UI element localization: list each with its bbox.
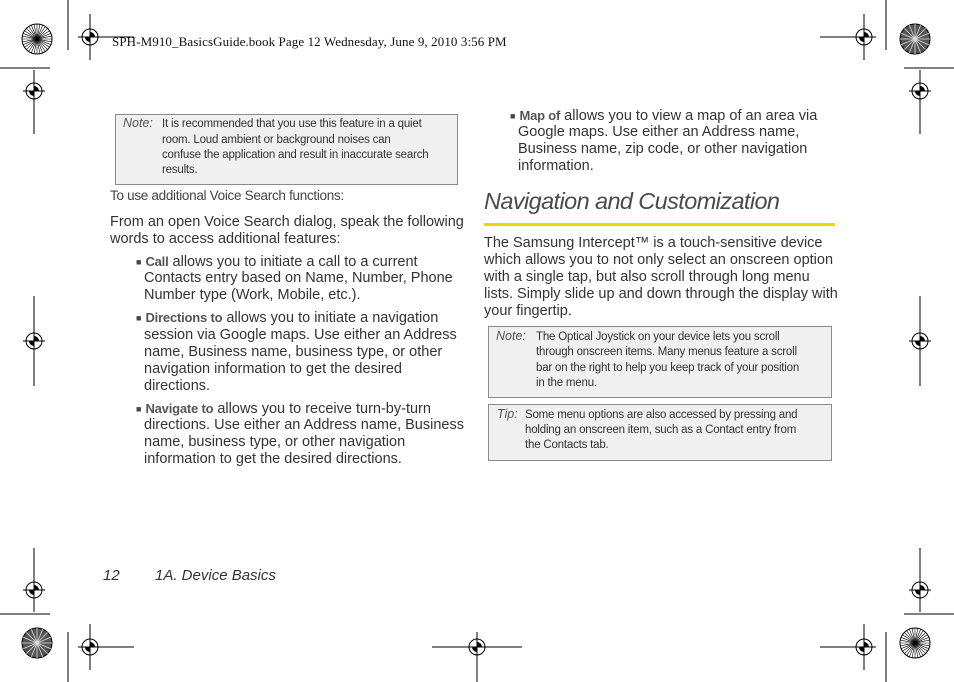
section-heading: Navigation and Customization bbox=[484, 188, 780, 214]
left-note-line: It is recommended that you use this feature in a quiet bbox=[162, 118, 422, 130]
bullet-term: Call bbox=[145, 254, 169, 269]
tip-box bbox=[488, 404, 832, 461]
bullet-line: Business name, zip code, or other navigation bbox=[518, 141, 808, 157]
bullet-term: Navigate to bbox=[145, 401, 214, 416]
bullet-line: session via Google maps. Use either an Address bbox=[144, 327, 457, 343]
left-note-line: room. Loud ambient or background noises can bbox=[162, 134, 391, 146]
right-note-line: in the menu. bbox=[536, 377, 597, 389]
bullet-line: information to get the desired directions. bbox=[144, 451, 402, 467]
left-note-line: confuse the application and result in inaccurate search bbox=[162, 149, 429, 161]
bullet-line: directions. Use either an Address name, Business bbox=[144, 417, 464, 433]
bullet-line: name, Business name, business type, or other bbox=[144, 344, 443, 360]
bullet-square-icon: ■ bbox=[136, 313, 142, 323]
right-note-label: Note: bbox=[496, 329, 526, 343]
bullet-square-icon: ■ bbox=[510, 111, 516, 121]
bullet-call bbox=[136, 253, 418, 271]
left-note-box bbox=[115, 114, 458, 185]
paragraph-line: with a single tap, but also scroll through long menu bbox=[484, 269, 810, 285]
paragraph-line: words to access additional features: bbox=[110, 231, 341, 247]
tip-label: Tip: bbox=[497, 407, 518, 421]
right-note-box bbox=[488, 326, 832, 398]
paragraph-line: lists. Simply slide up and down through the display with bbox=[484, 286, 838, 302]
bullet-text: allows you to receive turn-by-turn bbox=[213, 401, 431, 417]
section-name: 1A. Device Basics bbox=[155, 567, 276, 584]
right-note-line: The Optical Joystick on your device lets you scroll bbox=[536, 331, 780, 343]
bullet-line: Number type (Work, Mobile, etc.). bbox=[144, 287, 361, 303]
bullet-line: directions. bbox=[144, 378, 211, 394]
heading-rule bbox=[484, 223, 835, 226]
bullet-line: Contacts entry based on Name, Number, Phone bbox=[144, 270, 453, 286]
paragraph-line: which allows you to not only select an onscreen option bbox=[484, 252, 834, 268]
bullet-term: Map of bbox=[519, 108, 561, 123]
left-note-label: Note: bbox=[123, 116, 153, 130]
bullet-map-of bbox=[510, 107, 817, 125]
bullet-line: name, business type, or other navigation bbox=[144, 434, 406, 450]
left-note-line: results. bbox=[162, 164, 198, 176]
right-note-line: bar on the right to help you keep track of your position bbox=[536, 362, 800, 374]
page-header: SPH-M910_BasicsGuide.book Page 12 Wednesday, June 9, 2010 3:56 PM bbox=[112, 34, 507, 49]
right-note-line: through onscreen items. Many menus feature a scroll bbox=[536, 346, 797, 358]
bullet-term: Directions to bbox=[145, 310, 223, 325]
intro-line: To use additional Voice Search functions: bbox=[110, 188, 344, 203]
paragraph-line: From an open Voice Search dialog, speak the following bbox=[110, 214, 464, 230]
tip-line: holding an onscreen item, such as a Contact entry from bbox=[525, 424, 797, 436]
tip-line: the Contacts tab. bbox=[525, 439, 609, 451]
bullet-square-icon: ■ bbox=[136, 257, 142, 267]
paragraph-line: The Samsung Intercept™ is a touch-sensitive device bbox=[484, 235, 823, 251]
bullet-line: information. bbox=[518, 158, 594, 174]
bullet-line: Google maps. Use either an Address name, bbox=[518, 124, 800, 140]
bullet-text: allows you to initiate a navigation bbox=[222, 310, 439, 326]
paragraph-line: your fingertip. bbox=[484, 303, 572, 319]
bullet-navigate bbox=[136, 400, 431, 418]
bullet-line: navigation information to get the desired bbox=[144, 361, 402, 377]
bullet-text: allows you to initiate a call to a current bbox=[168, 254, 418, 270]
tip-line: Some menu options are also accessed by pressing and bbox=[525, 409, 798, 421]
bullet-text: allows you to view a map of an area via bbox=[560, 108, 818, 124]
bullet-directions bbox=[136, 309, 438, 327]
page-number: 12 bbox=[103, 567, 120, 584]
bullet-square-icon: ■ bbox=[136, 404, 142, 414]
